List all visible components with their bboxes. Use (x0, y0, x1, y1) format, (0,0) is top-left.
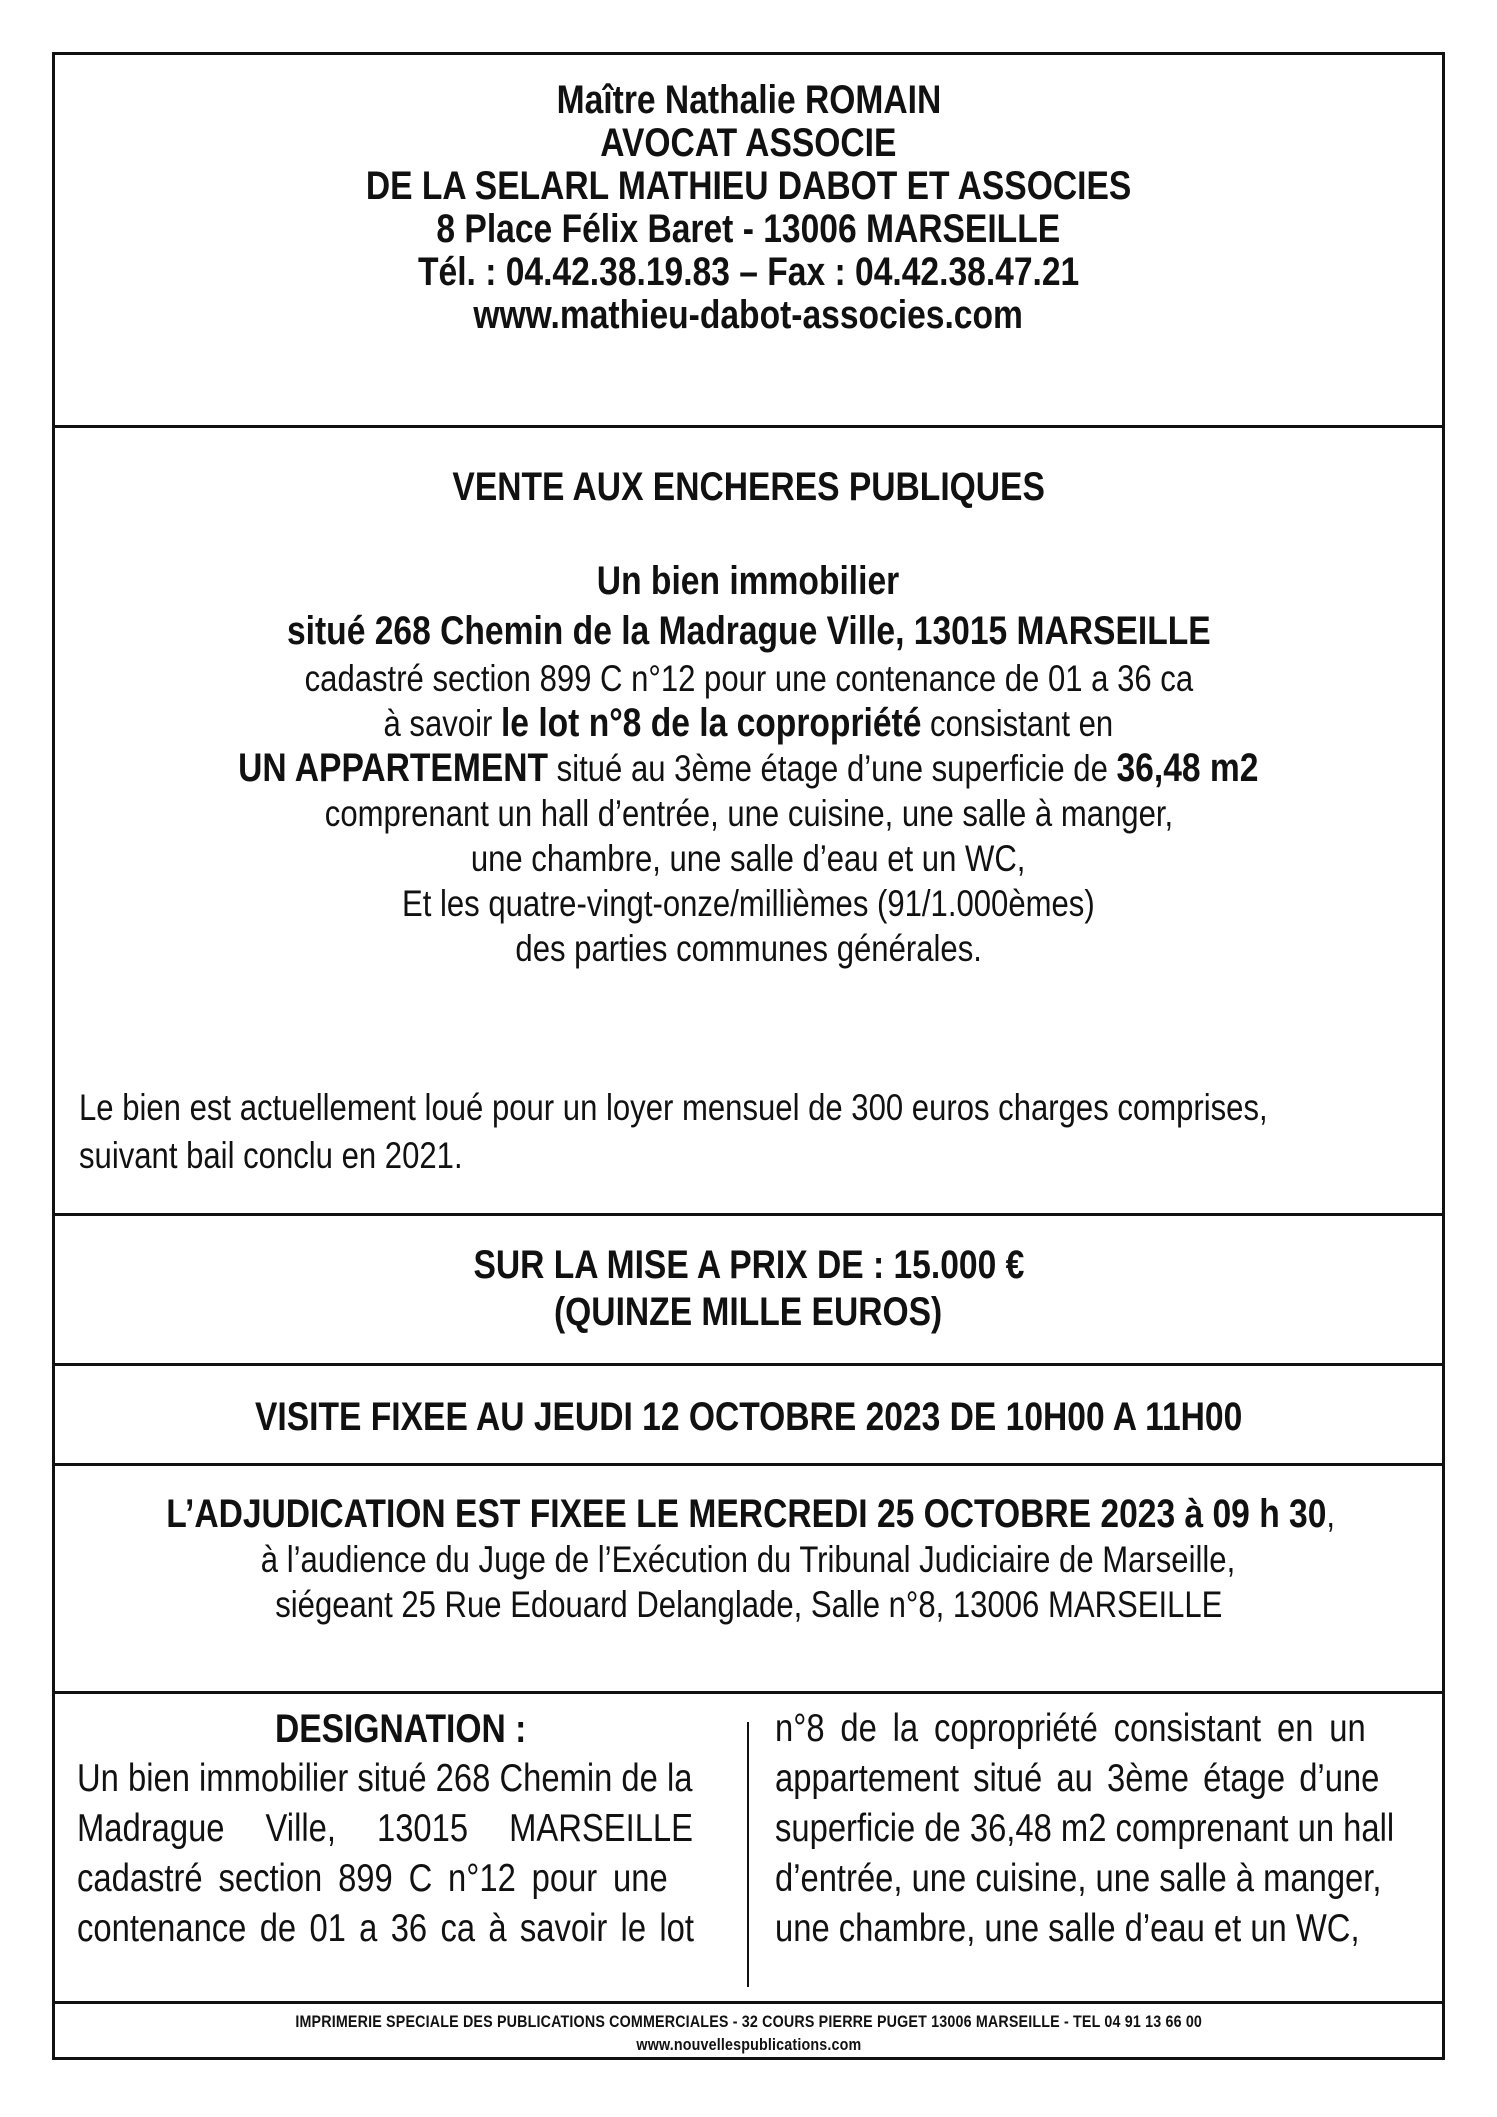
designation-title: DESIGNATION : (275, 1707, 527, 1751)
designation-right-line: appartement situé au 3ème étage d’une (775, 1757, 1380, 1800)
designation-left-column (77, 1704, 725, 1954)
law-firm-phone-fax: Tél. : 04.42.38.19.83 – Fax : 04.42.38.47.21 (417, 250, 1080, 294)
rooms-line-1: comprenant un hall d’entrée, une cuisine, une salle à manger, (324, 793, 1173, 834)
designation-right-column (775, 1704, 1423, 1954)
shares-line-1: Et les quatre-vingt-onze/millièmes (91/1.000èmes) (402, 883, 1095, 924)
lawyer-title: AVOCAT ASSOCIE (600, 121, 897, 165)
rent-line-1: Le bien est actuellement loué pour un loyer mensuel de 300 euros charges comprises, (79, 1087, 1268, 1128)
adjudication-section (55, 1463, 1442, 1691)
printer-footer (55, 2001, 1442, 2059)
law-firm-address: 8 Place Félix Baret - 13006 MARSEILLE (436, 207, 1061, 251)
printer-address: IMPRIMERIE SPECIALE DES PUBLICATIONS COMMERCIALES - 32 COURS PIERRE PUGET 13006 MARSEILLE - TEL 04 91 13 66 00 (295, 2012, 1202, 2031)
cadastre-line: cadastré section 899 C n°12 pour une contenance de 01 a 36 ca (304, 658, 1193, 699)
lawyer-name: Maître Nathalie ROMAIN (556, 78, 941, 122)
apartment-label: UN APPARTEMENT (238, 746, 549, 790)
legal-notice-frame (52, 52, 1445, 2060)
visit-date: VISITE FIXEE AU JEUDI 12 OCTOBRE 2023 DE 10H00 A 11H00 (254, 1395, 1243, 1439)
lot-number: le lot n°8 de la copropriété (501, 701, 922, 745)
sale-title: VENTE AUX ENCHERES PUBLIQUES (452, 465, 1045, 509)
starting-price: SUR LA MISE A PRIX DE : 15.000 € (473, 1243, 1024, 1287)
property-address: situé 268 Chemin de la Madrague Ville, 13015 MARSEILLE (286, 609, 1211, 653)
starting-price-section (55, 1213, 1442, 1363)
starting-price-words: (QUINZE MILLE EUROS) (554, 1290, 943, 1334)
rent-paragraph (79, 1084, 1422, 1180)
column-divider (747, 1722, 749, 1987)
designation-right-line: une chambre, une salle d’eau et un WC, (775, 1907, 1360, 1950)
law-firm-website: www.mathieu-dabot-associes.com (473, 293, 1024, 337)
shares-line-2: des parties communes générales. (515, 928, 982, 969)
law-firm-name: DE LA SELARL MATHIEU DABOT ET ASSOCIES (365, 164, 1132, 208)
designation-section (55, 1691, 1442, 2001)
property-heading: Un bien immobilier (597, 559, 900, 603)
court-address: siégeant 25 Rue Edouard Delanglade, Salle n°8, 13006 MARSEILLE (274, 1584, 1223, 1625)
adjudication-date: L’ADJUDICATION EST FIXEE LE MERCREDI 25 OCTOBRE 2023 à 09 h 30, (166, 1492, 1336, 1536)
printer-website: www.nouvellespublications.com (636, 2035, 861, 2054)
rent-line-2: suivant bail conclu en 2021. (79, 1135, 463, 1176)
visit-section (55, 1363, 1442, 1463)
apartment-line: UN APPARTEMENT situé au 3ème étage d’une superficie de 36,48 m2 (238, 746, 1259, 790)
court-line: à l’audience du Juge de l’Exécution du Tribunal Judiciaire de Marseille, (261, 1539, 1236, 1580)
lawyer-header (55, 55, 1442, 425)
designation-right-line: superficie de 36,48 m2 comprenant un hall (775, 1807, 1395, 1850)
apartment-area: 36,48 m2 (1116, 746, 1259, 790)
designation-left-line: contenance de 01 a 36 ca à savoir le lot (77, 1907, 694, 1950)
designation-left-line: Madrague Ville, 13015 MARSEILLE (77, 1807, 693, 1850)
designation-left-line: cadastré section 899 C n°12 pour une (77, 1857, 668, 1900)
rooms-line-2: une chambre, une salle d’eau et un WC, (471, 838, 1026, 879)
designation-left-line: Un bien immobilier situé 268 Chemin de la (77, 1757, 693, 1800)
designation-right-line: d’entrée, une cuisine, une salle à manger, (775, 1857, 1382, 1900)
designation-right-line: n°8 de la copropriété consistant en un (775, 1707, 1366, 1750)
sale-section (55, 425, 1442, 1213)
lot-line: à savoir le lot n°8 de la copropriété consistant en (383, 701, 1114, 745)
